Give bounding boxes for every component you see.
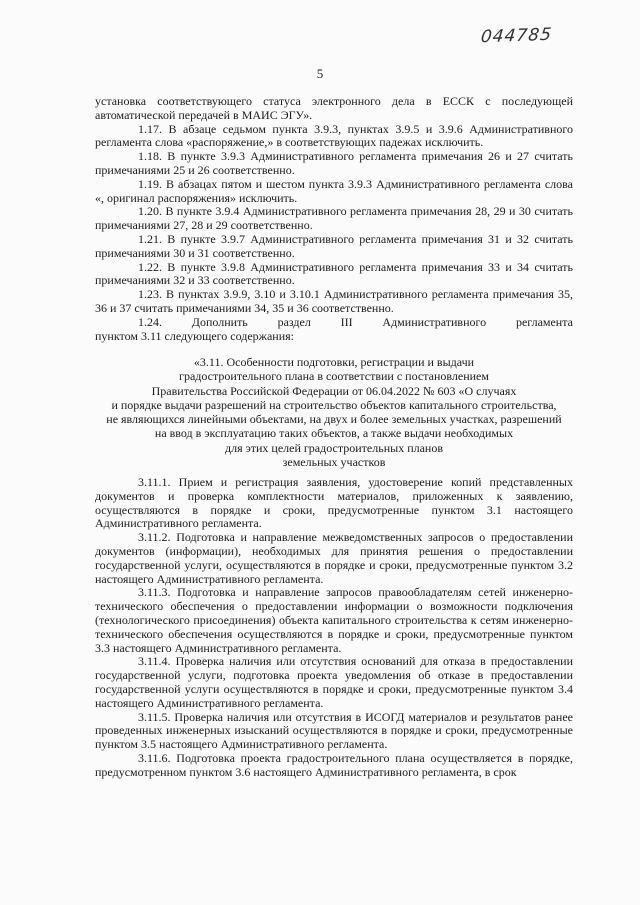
page-number: 5	[316, 66, 324, 81]
paragraph-3-11-5: 3.11.5. Проверка наличия или отсутствия в ИСОГД материалов и результатов ранее проведенных инженерных изысканий осуществляются в порядке и сроки, предусмотренные пунктом 3.5 настоящего Административного регламента.	[95, 709, 573, 752]
handwritten-registration-number: 044785	[479, 24, 554, 48]
amendments-block	[95, 95, 573, 343]
paragraph-3-11-2: 3.11.2. Подготовка и направление межведомственных запросов о предоставлении документов (информации), необходимых для принятия решения о предоставлении государственной услуги, осуществляются в порядке и сроки, предусмотренные пунктом 3.2 настоящего Административного регламента.	[95, 530, 573, 586]
section-body	[95, 476, 573, 780]
heading-line: градостроительного плана в соответствии с постановлением	[179, 369, 489, 384]
heading-line: Правительства Российской Федерации от 06.04.2022 № 603 «О случаях	[151, 383, 517, 398]
paragraph-1-18: 1.18. В пункте 3.9.3 Административного регламента примечания 26 и 27 считать примечаниями 25 и 26 соответственно.	[95, 149, 573, 177]
heading-line: «3.11. Особенности подготовки, регистрации и выдачи	[193, 355, 475, 369]
word: Административного	[382, 314, 487, 329]
paragraph-continuation: установка соответствующего статуса электронного дела в ЕССК с последующей автоматической передачей в МАИС ЭГУ».	[95, 94, 573, 122]
paragraph-1-22: 1.22. В пункте 3.9.8 Административного регламента примечания 33 и 34 считать примечаниями 32 и 33 соответственно.	[95, 259, 573, 288]
paragraph-1-21: 1.21. В пункте 3.9.7 Административного регламента примечания 31 и 32 считать примечаниями 30 и 31 соответственно.	[95, 231, 573, 260]
heading-line: земельных участков	[282, 455, 386, 470]
paragraph-3-11-3: 3.11.3. Подготовка и направление запросов правообладателям сетей инженерно-технического обеспечения о предоставлении информации о возможности подключения (технологического присоединения) объекта капитального строительства к сетям инженерно-технического обеспечения осуществляются в порядке и сроки, предусмотренные пунктом 3.3 настоящего Административного регламента.	[95, 585, 573, 655]
paragraph-1-24-continuation: пунктом 3.11 следующего содержания:	[95, 328, 294, 343]
paragraph-1-19: 1.19. В абзацах пятом и шестом пункта 3.9.3 Административного регламента слова «, оригинал распоряжения» исключить.	[95, 176, 573, 205]
paragraph-3-11-1: 3.11.1. Прием и регистрация заявления, удостоверение копий представленных документов и проверка комплектности материалов, приложенных к заявлению, осуществляются в порядке и сроки, предусмотренные пунктом 3.1 настоящего Административного регламента.	[95, 475, 573, 531]
heading-line: и порядке выдачи разрешений на строительство объектов капитального строительства,	[111, 397, 557, 412]
word: регламента	[515, 314, 573, 329]
word: III	[340, 314, 353, 329]
word: Дополнить	[191, 314, 248, 329]
paragraph-1-24	[95, 316, 573, 330]
section-heading	[95, 355, 573, 469]
paragraph-1-20: 1.20. В пункте 3.9.4 Административного регламента примечания 28, 29 и 30 считать примечаниями 27, 28 и 29 соответственно.	[95, 204, 573, 233]
paragraph-1-23: 1.23. В пунктах 3.9.9, 3.10 и 3.10.1 Административного регламента примечания 35, 36 и 37 считать примечаниями 34, 35 и 36 соответственно.	[95, 287, 573, 315]
paragraph-3-11-6: 3.11.6. Подготовка проекта градостроительного плана осуществляется в порядке, предусмотренном пунктом 3.6 настоящего Административного регламента, в срок	[95, 750, 573, 779]
word: 1.24.	[138, 314, 162, 329]
heading-line: не являющихся линейными объектами, на двух и более земельных участках, разрешений	[106, 412, 562, 427]
paragraph-1-17: 1.17. В абзаце седьмом пункта 3.9.3, пунктах 3.9.5 и 3.9.6 Административного регламента слова «распоряжение,» в соответствующих падежах исключить.	[95, 121, 573, 150]
heading-line: на ввод в эксплуатацию таких объектов, а также выдачи необходимых	[154, 426, 514, 441]
paragraph-3-11-4: 3.11.4. Проверка наличия или отсутствия оснований для отказа в предоставлении государственной услуги, подготовка проекта уведомления об отказе в предоставлении государственной услуги осуществляются в порядке и сроки, предусмотренные пунктом 3.4 настоящего Административного регламента.	[95, 654, 573, 710]
word: раздел	[277, 314, 311, 329]
heading-line: для этих целей градостроительных планов	[224, 440, 444, 455]
